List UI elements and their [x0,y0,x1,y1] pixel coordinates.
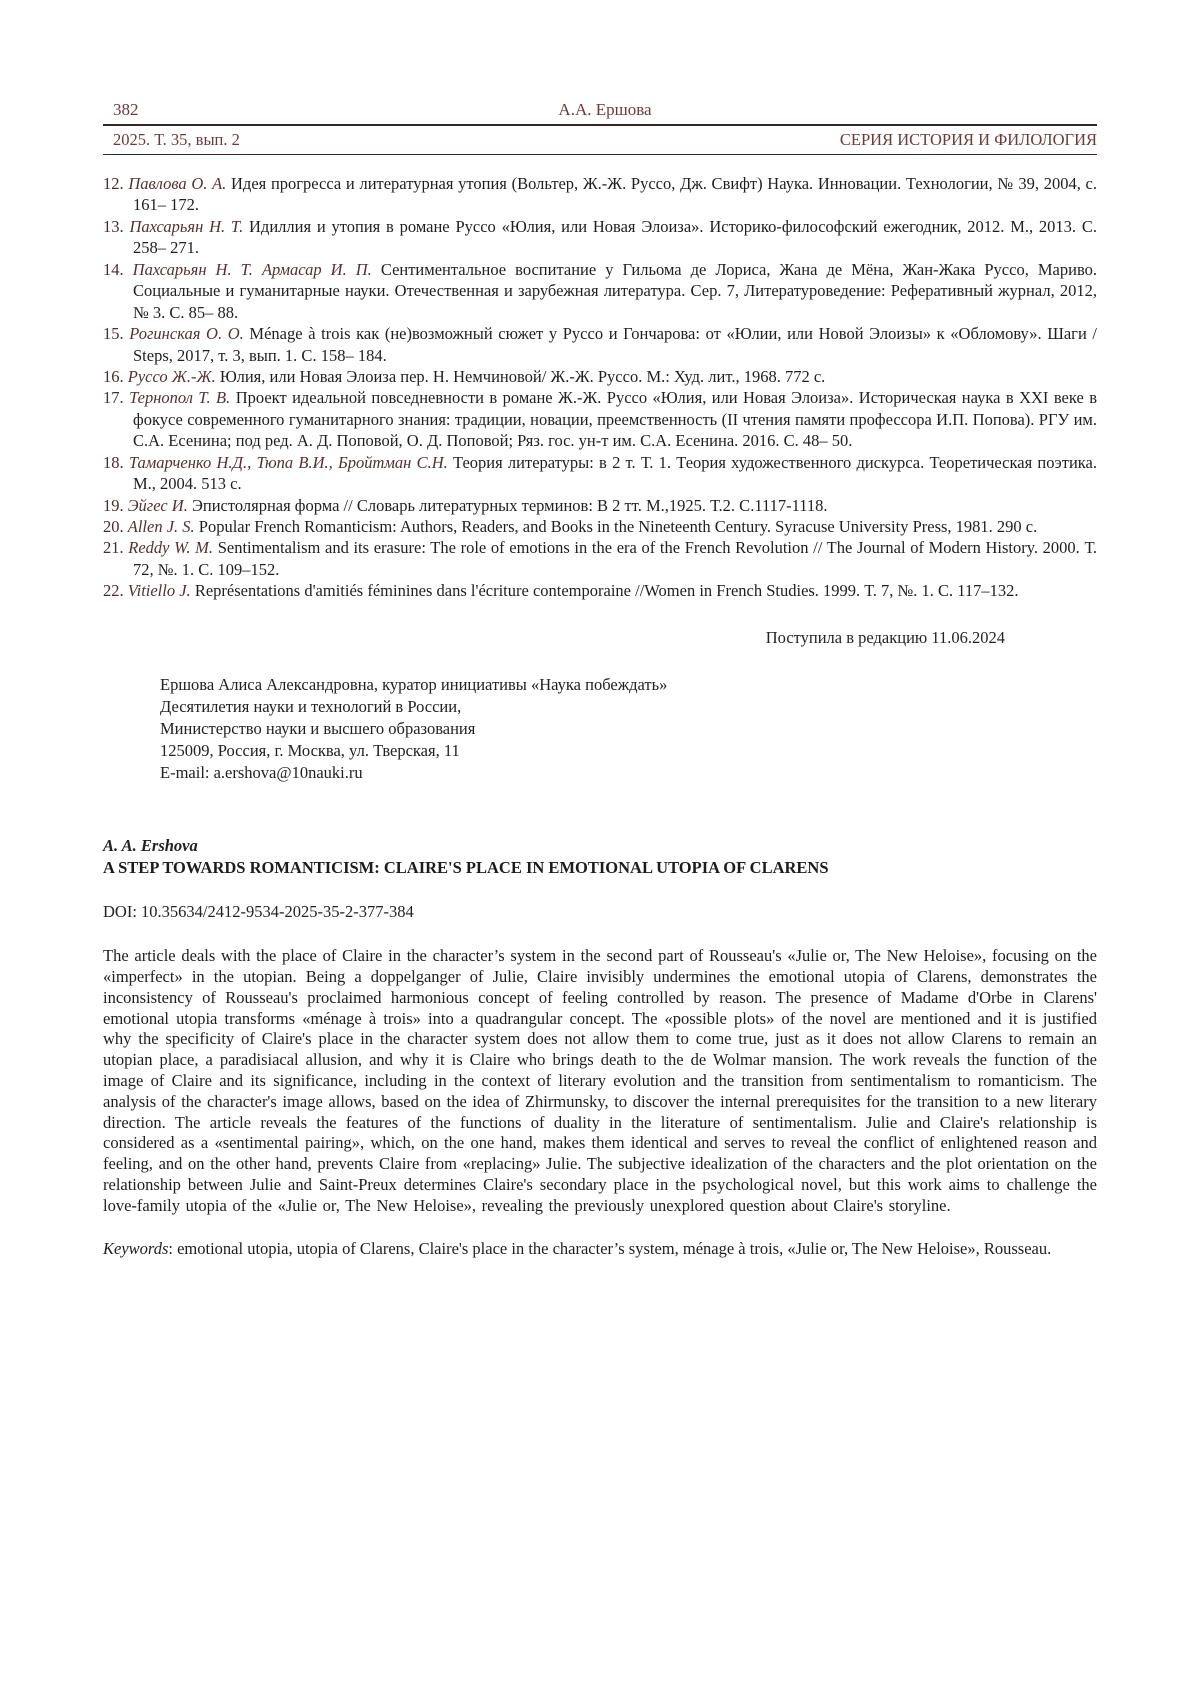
reference-author: Руссо Ж.-Ж. [127,366,216,386]
reference-number: 19. [103,495,124,515]
reference-list [103,173,1097,602]
contact-line-name: Ершова Алиса Александровна, куратор инициативы «Наука побеждать» [160,674,668,694]
reference-number: 14. [103,259,124,279]
reference-item [103,323,1097,366]
reference-item [103,173,1097,216]
running-author: А.А. Ершова [558,100,652,119]
reference-item [103,452,1097,495]
reference-text: Popular French Romanticism: Authors, Readers, and Books in the Nineteenth Century. Syracuse University Press, 1981. 290 с. [198,517,1038,536]
reference-author: Reddy W. M. [128,538,214,558]
reference-item [103,366,1097,387]
keywords-label: Keywords [103,1239,169,1259]
reference-item [103,516,1097,537]
reference-number: 22. [103,581,124,601]
reference-text: Эпистолярная форма // Словарь литературных терминов: В 2 тт. М.,1925. Т.2. С.1117-1118. [191,495,828,515]
contact-line-org1: Десятилетия науки и технологий в России, [160,696,462,716]
reference-text: Représentations d'amitiés féminines dans l'écriture contemporaine //Women in French Studies. 1999. Т. 7, №. 1. С. 117–132. [194,581,1019,601]
reference-item [103,495,1097,516]
keywords-text: : emotional utopia, utopia of Clarens, Claire's place in the character’s system, ménage à trois, «Julie or, The New Heloise», Rousseau. [168,1239,1052,1259]
reference-author: Пахсарьян Н. Т. Армасар И. П. [132,259,372,279]
page-header [103,100,1097,155]
reference-text: Проект идеальной повседневности в романе Ж.-Ж. Руссо «Юлия, или Новая Элоиза». Историческая наука в XXI веке в фокусе современного гуманитарного знания: традиции, новации, преемственность (II чтения памяти профессора И.П. Попова). РГУ им. С.А. Есенина; под ред. А. Д. Поповой, О. Д. Поповой; Ряз. гос. ун-т им. С.А. Есенина. 2016. С. 48– 50. [133,388,1098,451]
reference-author: Рогинская О. О. [129,324,244,344]
reference-author: Тернопол Т. В. [129,388,231,408]
reference-author: Vitiello J. [127,581,191,601]
english-section [103,835,1097,1259]
reference-author: Allen J. S. [127,517,195,536]
contact-block [160,674,1097,784]
reference-author: Пахсарьян Н. Т. [129,216,244,236]
header-row-top [103,100,1097,126]
reference-text: Сентиментальное воспитание у Гильома де Лориса, Жана де Мёна, Жан-Жака Руссо, Мариво. Социальные и гуманитарные науки. Отечественная и зарубежная литература. Сер. 7, Литературоведение: Реферативный журнал, 2012, № 3. С. 85– 88. [133,259,1097,322]
received-note: Поступила в редакцию 11.06.2024 [765,627,1005,647]
series-info: СЕРИЯ ИСТОРИЯ И ФИЛОЛОГИЯ [839,130,1097,149]
header-row-bottom [103,126,1097,155]
reference-item [103,537,1097,580]
keywords-paragraph [103,1238,1097,1259]
contact-line-address: 125009, Россия, г. Москва, ул. Тверская, 11 [160,740,460,760]
doi-line: DOI: 10.35634/2412-9534-2025-35-2-377-384 [103,902,414,922]
reference-author: Павлова О. А. [128,174,227,193]
contact-line-org2: Министерство науки и высшего образования [160,718,476,738]
reference-text: Ménage à trois как (не)возможный сюжет у Руссо и Гончарова: от «Юлии, или Новой Элоизы» к «Обломову». Шаги / Steps, 2017, т. 3, вып. 1. С. 158– 184. [133,324,1097,365]
reference-number: 21. [103,538,124,558]
reference-item [103,580,1097,601]
reference-item [103,387,1097,451]
contact-line-email: E-mail: a.ershova@10nauki.ru [160,762,363,782]
reference-number: 17. [103,388,124,408]
reference-item [103,259,1097,323]
abstract-text: The article deals with the place of Claire in the character’s system in the second part of Rousseau's «Julie or, The New Heloise», focusing on the «imperfect» in the utopian. Being a doppelganger of Julie, Claire invisibly undermines the emotional utopia of Clarens, demonstrates the inconsistency of Rousseau's proclaimed harmonious concept of feeling controlled by reason. The presence of Madame d'Orbe in Clarens' emotional utopia transforms «ménage à trois» into a quadrangular concept. The «possible plots» of the novel are mentioned and it is justified why the specificity of Claire's place in the character system does not allow them to come true, just as it does not allow Clarens to remain an utopian place, a paradisiacal allusion, and why it is Claire who brings death to the de Wolmar mansion. The work reveals the function of the image of Claire and its significance, including in the context of literary evolution and the transition from sentimentalism to romanticism. The analysis of the character's image allows, based on the idea of Zhirmunsky, to discover the internal prerequisites for the transition to a new literary direction. The article reveals the features of the functions of duality in the literature of sentimentalism. Julie and Claire's relationship is considered as a «sentimental pairing», which, on the one hand, makes them identical and serves to reveal the conflict of enlightened reason and feeling, and on the other hand, prevents Claire from «replacing» Julie. The subjective idealization of the characters and the plot orientation on the relationship between Julie and Saint-Preux determines Claire's secondary place in the psychological novel, but this work aims to challenge the love-family utopia of the «Julie or, The New Heloise», revealing the previously unexplored question about Claire's storyline. [103,946,1097,1215]
issue-info: 2025. Т. 35, вып. 2 [113,130,240,149]
reference-number: 16. [103,366,124,386]
english-author: A. A. Ershova [103,836,198,856]
reference-item [103,216,1097,259]
reference-text: Идиллия и утопия в романе Руссо «Юлия, или Новая Элоиза». Историко-философский ежегодник, 2012. М., 2013. С. 258– 271. [133,216,1097,258]
reference-number: 13. [103,216,124,236]
reference-number: 12. [103,174,124,193]
reference-author: Тамарченко Н.Д., Тюпа В.И., Бройтман С.Н. [128,452,448,472]
reference-author: Эйгес И. [127,495,188,515]
reference-number: 18. [103,452,124,472]
reference-text: Sentimentalism and its erasure: The role of emotions in the era of the French Revolution // The Journal of Modern History. 2000. Т. 72, №. 1. С. 109–152. [133,538,1098,579]
reference-number: 20. [103,517,124,536]
reference-text: Идея прогресса и литературная утопия (Вольтер, Ж.-Ж. Руссо, Дж. Свифт) Наука. Инновации. Технологии, № 39, 2004, с. 161– 172. [133,174,1098,215]
reference-number: 15. [103,324,124,344]
english-title: A STEP TOWARDS ROMANTICISM: CLAIRE'S PLACE IN EMOTIONAL UTOPIA OF CLARENS [103,857,829,877]
reference-text: Юлия, или Новая Элоиза пер. Н. Немчиновой/ Ж.-Ж. Руссо. М.: Худ. лит., 1968. 772 с. [219,366,826,386]
page-number: 382 [113,100,139,119]
reference-text: Теория литературы: в 2 т. Т. 1. Теория художественного дискурса. Теоретическая поэтика. М., 2004. 513 с. [133,452,1097,494]
